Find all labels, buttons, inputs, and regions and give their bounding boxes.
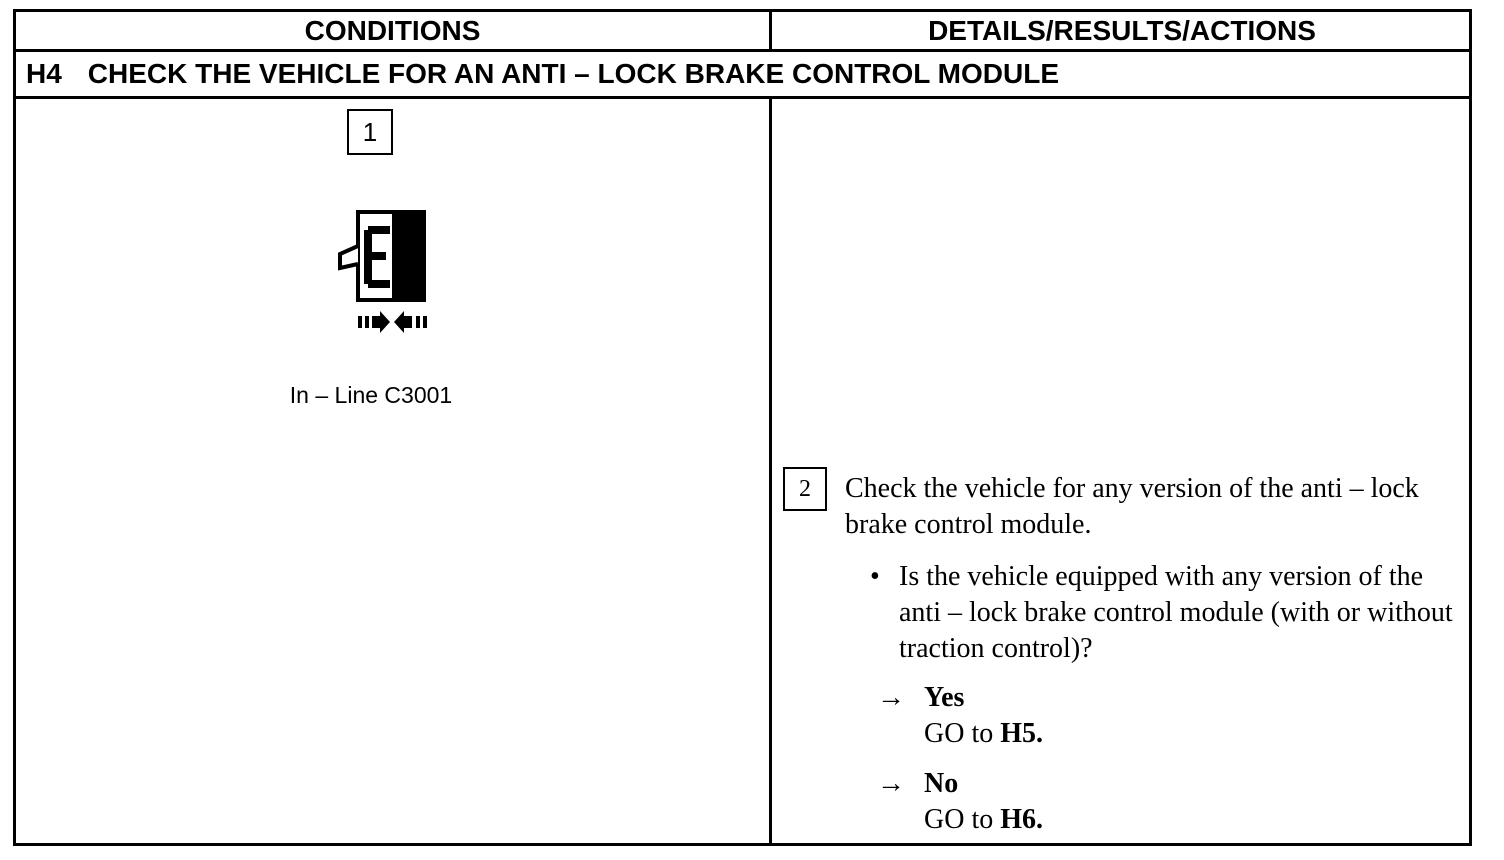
arrow-right-icon: → [877,682,905,713]
section-code: H4 [26,58,62,89]
section-title-row [26,55,1059,93]
answer-yes-action: GO to [924,718,1001,749]
conditions-header: CONDITIONS [304,15,481,46]
answer-yes-target: H5. [1000,718,1044,749]
header-rule [16,49,1469,52]
arrow-left-icon [394,311,412,333]
arrow-tail-right-1 [416,316,420,328]
answer-no [877,766,1044,838]
answer-yes-label: Yes [924,682,965,713]
question-text: Is the vehicle equipped with any version of the anti – lock brake control module (with or without traction control)? [899,561,1453,664]
connector-label: In – Line C3001 [289,382,453,408]
step-2-box: 2 [783,467,827,511]
arrow-tail-left-2 [365,316,369,328]
arrow-tail-right-2 [423,316,427,328]
answer-yes [877,680,1044,752]
step-2-instruction: Check the vehicle for any version of the anti – lock brake control module. [845,473,1419,540]
arrow-right-icon [372,311,390,333]
header-divider [769,12,772,50]
answer-no-action: GO to [924,804,1001,835]
section-title: CHECK THE VEHICLE FOR AN ANTI – LOCK BRAKE CONTROL MODULE [87,58,1059,89]
bullet-question [870,559,1459,667]
connector-latch [340,246,358,268]
answer-no-target: H6. [1000,804,1044,835]
connector-disconnect-icon [334,208,434,338]
section-rule [16,96,1469,99]
answer-no-label: No [924,768,959,799]
connector-mated-half [392,212,426,302]
diagnostic-table [13,9,1472,846]
arrow-tail-left-1 [358,316,362,328]
bullet-marker: • [870,561,880,592]
step-1-box: 1 [347,109,393,155]
column-divider [769,98,772,843]
details-header: DETAILS/RESULTS/ACTIONS [928,15,1316,46]
arrow-right-icon: → [877,768,905,799]
